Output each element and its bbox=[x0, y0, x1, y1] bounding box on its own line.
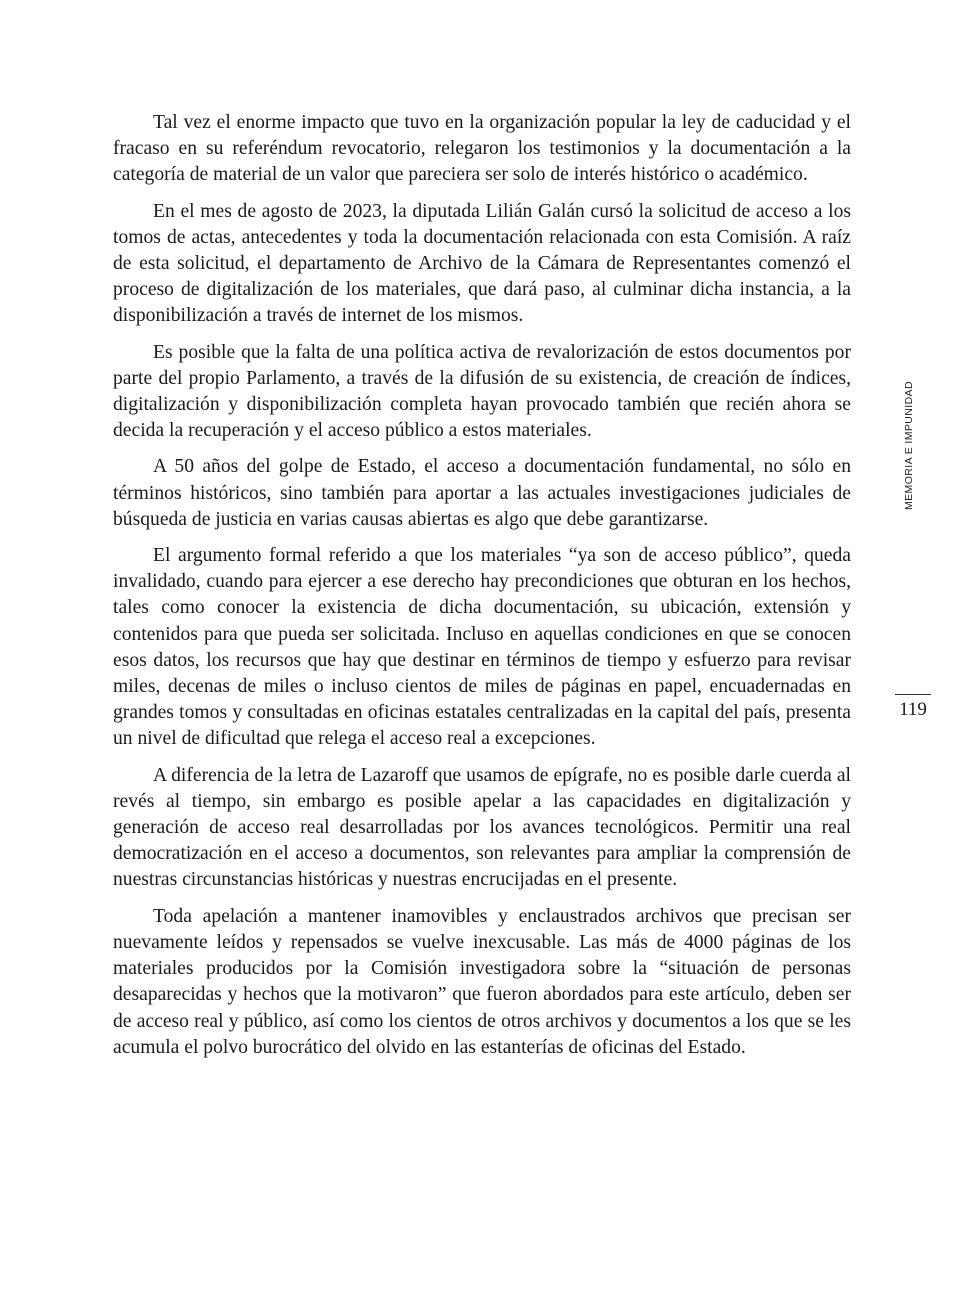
paragraph-6: A diferencia de la letra de Lazaroff que usamos de epígrafe, no es posible darle cuerda al revés al tiempo, sin embargo es posible apelar a las capacidades en digitalización y generación de acceso real desarrolladas por los avances tecnológicos. Permitir una real democratización en el acceso a documentos, son relevantes para ampliar la comprensión de nuestras circunstancias históricas y nuestras encrucijadas en el presente. bbox=[113, 764, 851, 891]
paragraph-4: A 50 años del golpe de Estado, el acceso a documentación fundamental, no sólo en términos históricos, sino también para aportar a las actuales investigaciones judiciales de búsqueda de justicia en varias causas abiertas es algo que debe garantizarse. bbox=[113, 456, 851, 530]
running-head: MEMORIA E IMPUNIDAD bbox=[903, 381, 915, 510]
paragraph-3: Es posible que la falta de una política activa de revalorización de estos documentos por parte del propio Parlamento, a través de la difusión de su existencia, de creación de índices, digitalización y disponibilización completa hayan provocado también que recién ahora se decida la recuperación y el acceso público a estos materiales. bbox=[113, 341, 851, 442]
page-number-rule bbox=[895, 694, 931, 695]
paragraph-5: El argumento formal referido a que los materiales “ya son de acceso público”, queda invalidado, cuando para ejercer a ese derecho hay precondiciones que obturan en los hechos, tales como conocer la existencia de dicha documentación, su ubicación, extensión y contenidos para que pueda ser solicitada. Incluso en aquellas condiciones en que se conocen esos datos, los recursos que hay que destinar en términos de tiempo y esfuerzo para revisar miles, decenas de miles o incluso cientos de miles de páginas en papel, encuadernadas en grandes tomos y consultadas en oficinas estatales centralizadas en la capital del país, presenta un nivel de dificultad que relega el acceso real a excepciones. bbox=[113, 545, 851, 750]
paragraph-2: En el mes de agosto de 2023, la diputada Lilián Galán cursó la solicitud de acceso a los tomos de actas, antecedentes y toda la documentación relacionada con esta Comisión. A raíz de esta solicitud, el departamento de Archivo de la Cámara de Representantes comenzó el proceso de digitalización de los materiales, que dará paso, al culminar dicha instancia, a la disponibilización a través de internet de los mismos. bbox=[113, 200, 851, 327]
paragraph-7: Toda apelación a mantener inamovibles y enclaustrados archivos que precisan ser nuevamente leídos y repensados se vuelve inexcusable. Las más de 4000 páginas de los materiales producidos por la Comisión investigadora sobre la “situación de personas desaparecidas y hechos que la motivaron” que fueron abordados para este artículo, deben ser de acceso real y público, así como los cientos de otros archivos y documentos a los que se les acumula el polvo burocrático del olvido en las estanterías de oficinas del Estado. bbox=[113, 905, 851, 1058]
body-text bbox=[113, 110, 851, 1071]
paragraph-1: Tal vez el enorme impacto que tuvo en la organización popular la ley de caducidad y el fracaso en su referéndum revocatorio, relegaron los testimonios y la documentación a la categoría de material de un valor que pareciera ser solo de interés histórico o académico. bbox=[113, 112, 851, 186]
page-number: 119 bbox=[899, 699, 927, 720]
